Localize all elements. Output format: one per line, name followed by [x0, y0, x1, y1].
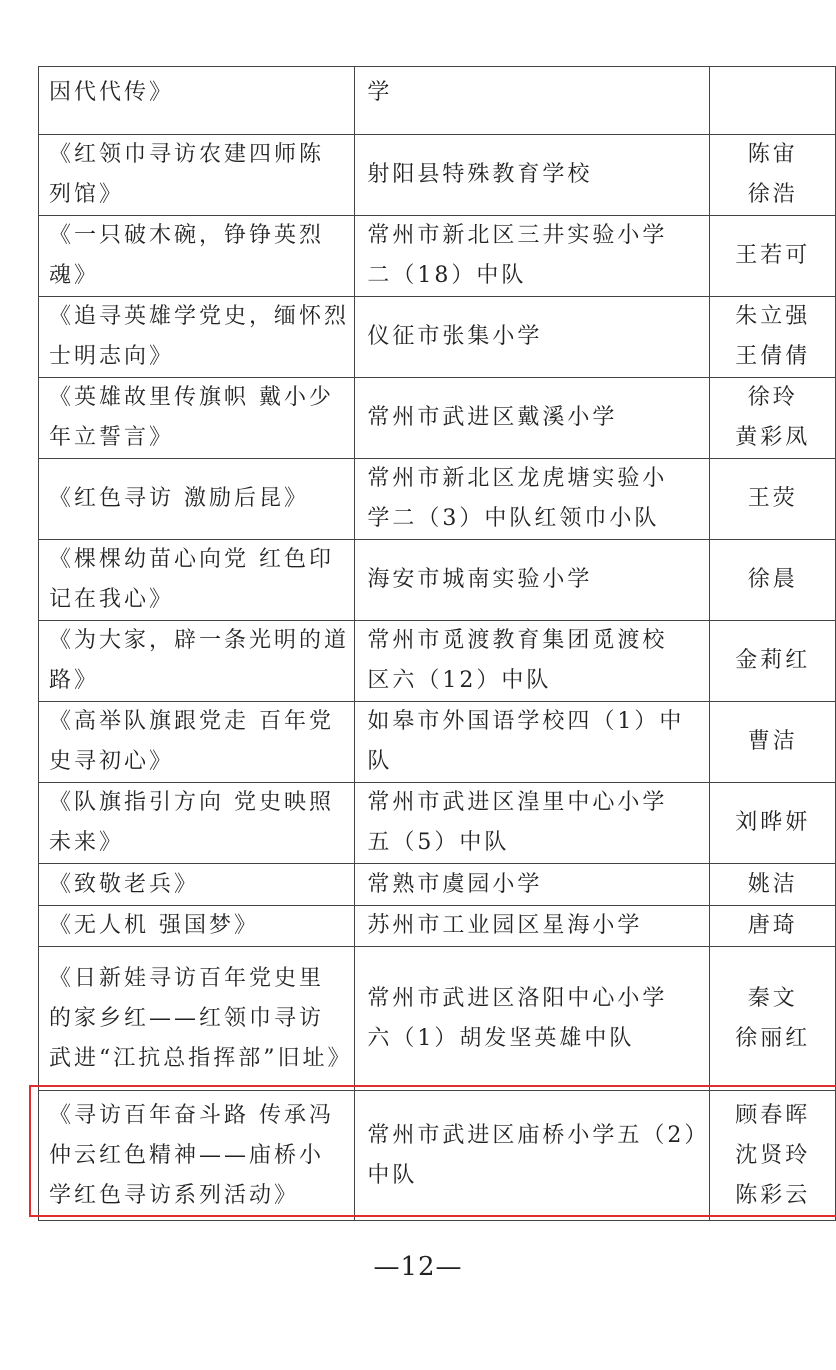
title-cell [39, 297, 355, 378]
title-cell-line: 《寻访百年奋斗路 传承冯 [49, 1102, 334, 1128]
school-cell-line: 学二（3）中队红领巾小队 [367, 506, 660, 531]
school-cell-line: 仪征市张集小学 [367, 324, 543, 349]
table-row [39, 621, 836, 702]
school-cell-line: 二（18）中队 [367, 263, 527, 288]
teacher-cell [710, 1091, 836, 1221]
table-row [39, 906, 836, 947]
teacher-cell-line: 陈宙 [747, 142, 798, 167]
school-cell-line: 常州市新北区三井实验小学 [367, 223, 668, 248]
teacher-cell [710, 459, 836, 540]
title-cell-line: 《一只破木碗，铮铮英烈 [49, 223, 325, 248]
teacher-cell [710, 378, 836, 459]
title-cell-line: 士明志向》 [49, 344, 175, 369]
teacher-cell-line: 王荧 [747, 486, 798, 511]
school-cell-line: 海安市城南实验小学 [367, 567, 593, 592]
title-cell-line: 《无人机 强国梦》 [49, 913, 259, 938]
school-cell [355, 621, 710, 702]
table-row [39, 702, 836, 783]
title-cell [39, 67, 355, 135]
teacher-cell-line: 刘晔妍 [735, 810, 811, 835]
table-row [39, 378, 836, 459]
school-cell-line: 常州市武进区戴溪小学 [367, 405, 618, 430]
school-cell-line: 常州市觅渡教育集团觅渡校 [367, 628, 668, 653]
teacher-cell-line: 徐丽红 [735, 1025, 811, 1051]
title-cell-line: 《高举队旗跟党走 百年党 [49, 709, 334, 734]
school-cell-line: 常州市武进区庙桥小学五（2） [367, 1122, 710, 1148]
title-cell-line: 未来》 [49, 830, 125, 855]
title-cell-line: 《致敬老兵》 [49, 871, 200, 897]
school-cell-line: 队 [367, 749, 393, 774]
teacher-cell [710, 947, 836, 1091]
title-cell-line: 魂》 [49, 263, 100, 288]
school-cell [355, 67, 710, 135]
table-row [39, 135, 836, 216]
teacher-cell-line: 沈贤玲 [735, 1142, 811, 1168]
school-cell [355, 906, 710, 947]
school-cell-line: 中队 [367, 1162, 418, 1188]
school-cell-line: 常熟市虞园小学 [367, 871, 543, 897]
school-cell-line: 如皋市外国语学校四（1）中 [367, 709, 685, 734]
title-cell [39, 621, 355, 702]
title-cell [39, 135, 355, 216]
school-cell-line: 五（5）中队 [367, 830, 510, 855]
school-cell-line: 常州市武进区湟里中心小学 [367, 790, 668, 815]
title-cell-line: 史寻初心》 [49, 749, 175, 774]
school-cell-line: 学 [367, 80, 393, 105]
title-cell [39, 864, 355, 906]
title-cell-line: 《棵棵幼苗心向党 红色印 [49, 547, 334, 572]
teacher-cell-line: 唐琦 [747, 913, 798, 938]
teacher-cell [710, 621, 836, 702]
title-cell [39, 216, 355, 297]
title-cell-line: 年立誓言》 [49, 425, 175, 450]
teacher-cell-line: 徐浩 [747, 182, 798, 207]
table-row [39, 216, 836, 297]
title-cell-line: 《追寻英雄学党史，缅怀烈 [49, 304, 350, 329]
school-cell [355, 459, 710, 540]
teacher-cell [710, 540, 836, 621]
school-cell [355, 864, 710, 906]
title-cell-line: 记在我心》 [49, 587, 175, 612]
school-cell-line: 六（1）胡发坚英雄中队 [367, 1025, 635, 1051]
school-cell [355, 378, 710, 459]
teacher-cell [710, 702, 836, 783]
table-row [39, 459, 836, 540]
school-cell [355, 1091, 710, 1221]
teacher-cell-line: 王若可 [735, 243, 811, 268]
table-body [39, 67, 836, 1221]
title-cell-line: 列馆》 [49, 182, 125, 207]
teacher-cell [710, 67, 836, 135]
teacher-cell-line: 王倩倩 [735, 344, 811, 369]
table-row [39, 947, 836, 1091]
table-row [39, 1091, 836, 1221]
title-cell-line: 因代代传》 [49, 80, 175, 105]
table-row [39, 297, 836, 378]
teacher-cell-line: 徐晨 [747, 567, 798, 592]
title-cell-line: 武进“江抗总指挥部”旧址》 [49, 1045, 353, 1071]
title-cell [39, 906, 355, 947]
title-cell-line: 学红色寻访系列活动》 [49, 1182, 300, 1208]
teacher-cell-line: 曹洁 [747, 729, 798, 754]
school-cell-line: 苏州市工业园区星海小学 [367, 913, 643, 938]
school-cell-line: 区六（12）中队 [367, 668, 552, 693]
title-cell [39, 378, 355, 459]
title-cell-line: 《为大家，辟一条光明的道 [49, 628, 350, 653]
school-cell-line: 常州市新北区龙虎塘实验小 [367, 466, 668, 491]
teacher-cell-line: 徐玲 [747, 385, 798, 410]
teacher-cell [710, 783, 836, 864]
school-cell [355, 297, 710, 378]
teacher-cell [710, 906, 836, 947]
title-cell-line: 路》 [49, 668, 100, 693]
page-number: —12— [373, 1252, 463, 1282]
table-row [39, 67, 836, 135]
teacher-cell-line: 顾春晖 [735, 1102, 811, 1128]
school-cell [355, 783, 710, 864]
school-cell [355, 135, 710, 216]
title-cell-line: 《红领巾寻访农建四师陈 [49, 142, 325, 167]
school-cell [355, 702, 710, 783]
title-cell-line: 《英雄故里传旗帜 戴小少 [49, 385, 334, 410]
teacher-cell [710, 216, 836, 297]
title-cell [39, 702, 355, 783]
title-cell-line: 的家乡红——红领巾寻访 [49, 1005, 325, 1031]
teacher-cell [710, 297, 836, 378]
title-cell [39, 947, 355, 1091]
title-cell-line: 《日新娃寻访百年党史里 [49, 965, 325, 991]
school-cell [355, 540, 710, 621]
teacher-cell-line: 陈彩云 [735, 1182, 811, 1208]
title-cell [39, 783, 355, 864]
title-cell [39, 1091, 355, 1221]
school-cell [355, 216, 710, 297]
title-cell-line: 仲云红色精神——庙桥小 [49, 1142, 325, 1168]
table-row [39, 783, 836, 864]
teacher-cell-line: 朱立强 [735, 304, 811, 329]
teacher-cell [710, 864, 836, 906]
title-cell-line: 《队旗指引方向 党史映照 [49, 790, 334, 815]
school-cell-line: 常州市武进区洛阳中心小学 [367, 985, 668, 1011]
teacher-cell [710, 135, 836, 216]
teacher-cell-line: 姚洁 [747, 871, 798, 897]
teacher-cell-line: 秦文 [747, 985, 798, 1011]
title-cell [39, 540, 355, 621]
table-row [39, 864, 836, 906]
school-cell [355, 947, 710, 1091]
title-cell [39, 459, 355, 540]
award-table [38, 66, 836, 1221]
school-cell-line: 射阳县特殊教育学校 [367, 162, 593, 187]
title-cell-line: 《红色寻访 激励后昆》 [49, 486, 309, 511]
teacher-cell-line: 金莉红 [735, 648, 811, 673]
teacher-cell-line: 黄彩凤 [735, 425, 811, 450]
table-row [39, 540, 836, 621]
